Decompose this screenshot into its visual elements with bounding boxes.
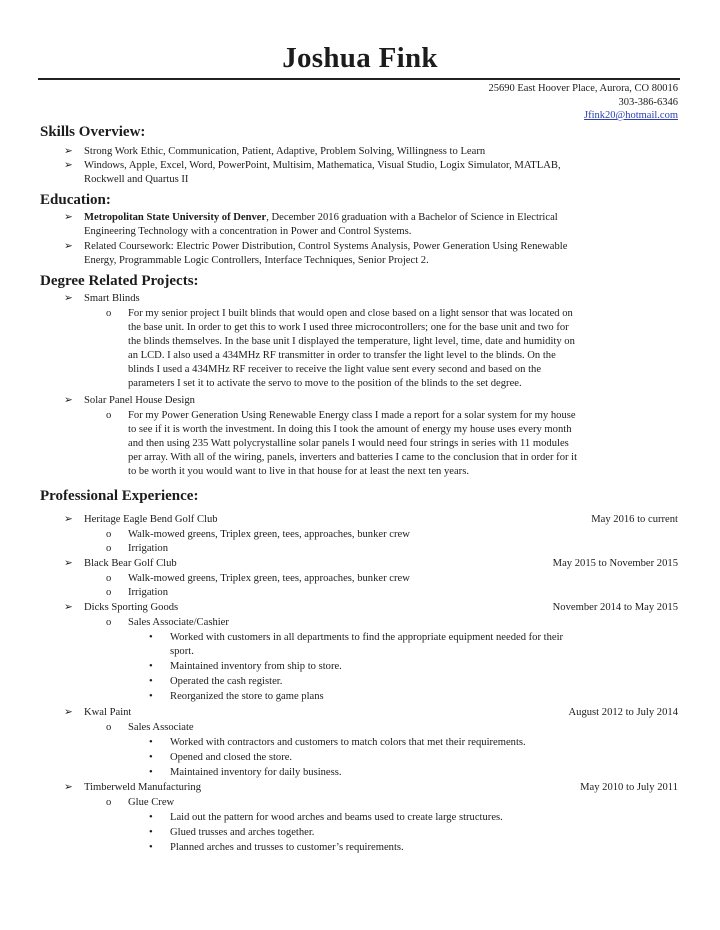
job-dates: November 2014 to May 2015 bbox=[552, 602, 678, 613]
arrow-bullet: ➢ bbox=[64, 395, 73, 406]
job-role: Sales Associate/Cashier bbox=[128, 617, 229, 628]
skills-line-3: Rockwell and Quartus II bbox=[84, 174, 189, 185]
circle-bullet: o bbox=[106, 543, 112, 554]
employer-name: Timberweld Manufacturing bbox=[84, 782, 202, 793]
candidate-name: Joshua Fink bbox=[282, 42, 438, 74]
coursework-line-1: Related Coursework: Electric Power Distribution, Control Systems Analysis, Power Generation Using Renewable bbox=[84, 241, 568, 252]
arrow-bullet: ➢ bbox=[64, 146, 73, 157]
projects-heading: Degree Related Projects: bbox=[40, 273, 199, 289]
circle-bullet: o bbox=[106, 617, 112, 628]
job-detail: Reorganized the store to game plans bbox=[170, 691, 324, 702]
project-line: to be worth it you would want to live in that house for at least the next ten years. bbox=[128, 466, 469, 477]
phone: 303-386-6346 bbox=[618, 96, 678, 108]
dot-bullet: • bbox=[149, 737, 153, 748]
dot-bullet: • bbox=[149, 812, 153, 823]
job-dates: May 2016 to current bbox=[591, 514, 678, 525]
circle-bullet: o bbox=[106, 308, 112, 319]
job-detail: sport. bbox=[170, 646, 194, 657]
project-smart-blinds: Smart Blinds bbox=[84, 293, 140, 304]
experience-heading: Professional Experience: bbox=[40, 488, 199, 504]
job-detail: Opened and closed the store. bbox=[170, 752, 293, 763]
job-detail: Maintained inventory from ship to store. bbox=[170, 661, 342, 672]
project-line: For my Power Generation Using Renewable Energy class I made a report for a solar system for my house bbox=[128, 410, 576, 421]
degree-details: , December 2016 graduation with a Bachelor of Science in Electrical bbox=[266, 212, 558, 223]
job-detail: Worked with contractors and customers to match colors that met their requirements. bbox=[170, 737, 526, 748]
job-detail: Planned arches and trusses to customer’s requirements. bbox=[170, 842, 404, 853]
job-detail: Laid out the pattern for wood arches and beams used to create large structures. bbox=[170, 812, 503, 823]
dot-bullet: • bbox=[149, 827, 153, 838]
circle-bullet: o bbox=[106, 410, 112, 421]
project-line: an LCD. I also used a 434MHz RF transmitter in order to transfer the light level to the blinds. On the bbox=[128, 350, 556, 361]
arrow-bullet: ➢ bbox=[64, 293, 73, 304]
education-line-1 bbox=[84, 211, 558, 224]
project-line: the base unit. In order to get this to work I used three microcontrollers; one for the base unit and two for bbox=[128, 322, 569, 333]
coursework-line-2: Energy, Programmable Logic Controllers, Interface Techniques, Senior Project 2. bbox=[84, 255, 429, 266]
dot-bullet: • bbox=[149, 767, 153, 778]
arrow-bullet: ➢ bbox=[64, 782, 73, 793]
circle-bullet: o bbox=[106, 587, 112, 598]
circle-bullet: o bbox=[106, 722, 112, 733]
dot-bullet: • bbox=[149, 691, 153, 702]
project-line: per array. With all of the wiring, panels, inverters and batteries I came to the conclusion that in order for it bbox=[128, 452, 578, 463]
employer-name: Kwal Paint bbox=[84, 707, 132, 718]
school-name: Metropolitan State University of Denver bbox=[84, 212, 267, 223]
job-dates: August 2012 to July 2014 bbox=[568, 707, 678, 718]
arrow-bullet: ➢ bbox=[64, 514, 73, 525]
employer-name: Black Bear Golf Club bbox=[84, 558, 177, 569]
contact-block bbox=[488, 82, 678, 123]
arrow-bullet: ➢ bbox=[64, 558, 73, 569]
job-duty: Walk-mowed greens, Triplex green, tees, approaches, bunker crew bbox=[128, 573, 410, 584]
education-line-2: Engineering Technology with a concentration in Power and Control Systems. bbox=[84, 226, 412, 237]
project-line: the blinds themselves. In the base unit I displayed the temperature, light level, time, date and humidity on bbox=[128, 336, 575, 347]
dot-bullet: • bbox=[149, 842, 153, 853]
dot-bullet: • bbox=[149, 676, 153, 687]
skills-line-2: Windows, Apple, Excel, Word, PowerPoint, Multisim, Mathematica, Visual Studio, Logix Simulator, MATLAB, bbox=[84, 160, 561, 171]
skills-line-1: Strong Work Ethic, Communication, Patient, Adaptive, Problem Solving, Willingness to Learn bbox=[84, 146, 486, 157]
project-line: and then using 235 Watt polycrystalline solar panels I would need four strings in series with 11 modules bbox=[128, 438, 569, 449]
job-detail: Glued trusses and arches together. bbox=[170, 827, 315, 838]
project-line: For my senior project I built blinds that would open and close based on a light sensor that was located on bbox=[128, 308, 573, 319]
project-solar-panel: Solar Panel House Design bbox=[84, 395, 195, 406]
arrow-bullet: ➢ bbox=[64, 707, 73, 718]
circle-bullet: o bbox=[106, 529, 112, 540]
project-line: to see if it is worth the investment. In doing this I took the amount of energy my house uses every month bbox=[128, 424, 572, 435]
header-rule bbox=[38, 78, 680, 80]
circle-bullet: o bbox=[106, 573, 112, 584]
dot-bullet: • bbox=[149, 752, 153, 763]
job-detail: Operated the cash register. bbox=[170, 676, 283, 687]
job-dates: May 2015 to November 2015 bbox=[552, 558, 678, 569]
dot-bullet: • bbox=[149, 661, 153, 672]
arrow-bullet: ➢ bbox=[64, 241, 73, 252]
job-detail: Worked with customers in all departments to find the appropriate equipment needed for their bbox=[170, 632, 564, 643]
job-role: Glue Crew bbox=[128, 797, 175, 808]
address: 25690 East Hoover Place, Aurora, CO 80016 bbox=[488, 83, 678, 94]
circle-bullet: o bbox=[106, 797, 112, 808]
employer-name: Dicks Sporting Goods bbox=[84, 602, 179, 613]
arrow-bullet: ➢ bbox=[64, 160, 73, 171]
job-role: Sales Associate bbox=[128, 722, 194, 733]
project-line: blinds I used a 434MHz RF receiver to receive the light value sent every second and based on the bbox=[128, 364, 542, 375]
arrow-bullet: ➢ bbox=[64, 602, 73, 613]
job-duty: Walk-mowed greens, Triplex green, tees, approaches, bunker crew bbox=[128, 529, 410, 540]
skills-heading: Skills Overview: bbox=[40, 124, 146, 140]
employer-name: Heritage Eagle Bend Golf Club bbox=[84, 514, 218, 525]
project-line: parameters I set it to activate the servo to move to the position of the blinds to the set degree. bbox=[128, 378, 522, 389]
dot-bullet: • bbox=[149, 632, 153, 643]
education-heading: Education: bbox=[40, 192, 111, 208]
email-link[interactable]: Jfink20@hotmail.com bbox=[584, 110, 678, 121]
arrow-bullet: ➢ bbox=[64, 212, 73, 223]
job-dates: May 2010 to July 2011 bbox=[580, 782, 678, 793]
job-detail: Maintained inventory for daily business. bbox=[170, 767, 342, 778]
job-duty: Irrigation bbox=[128, 543, 169, 554]
job-duty: Irrigation bbox=[128, 587, 169, 598]
